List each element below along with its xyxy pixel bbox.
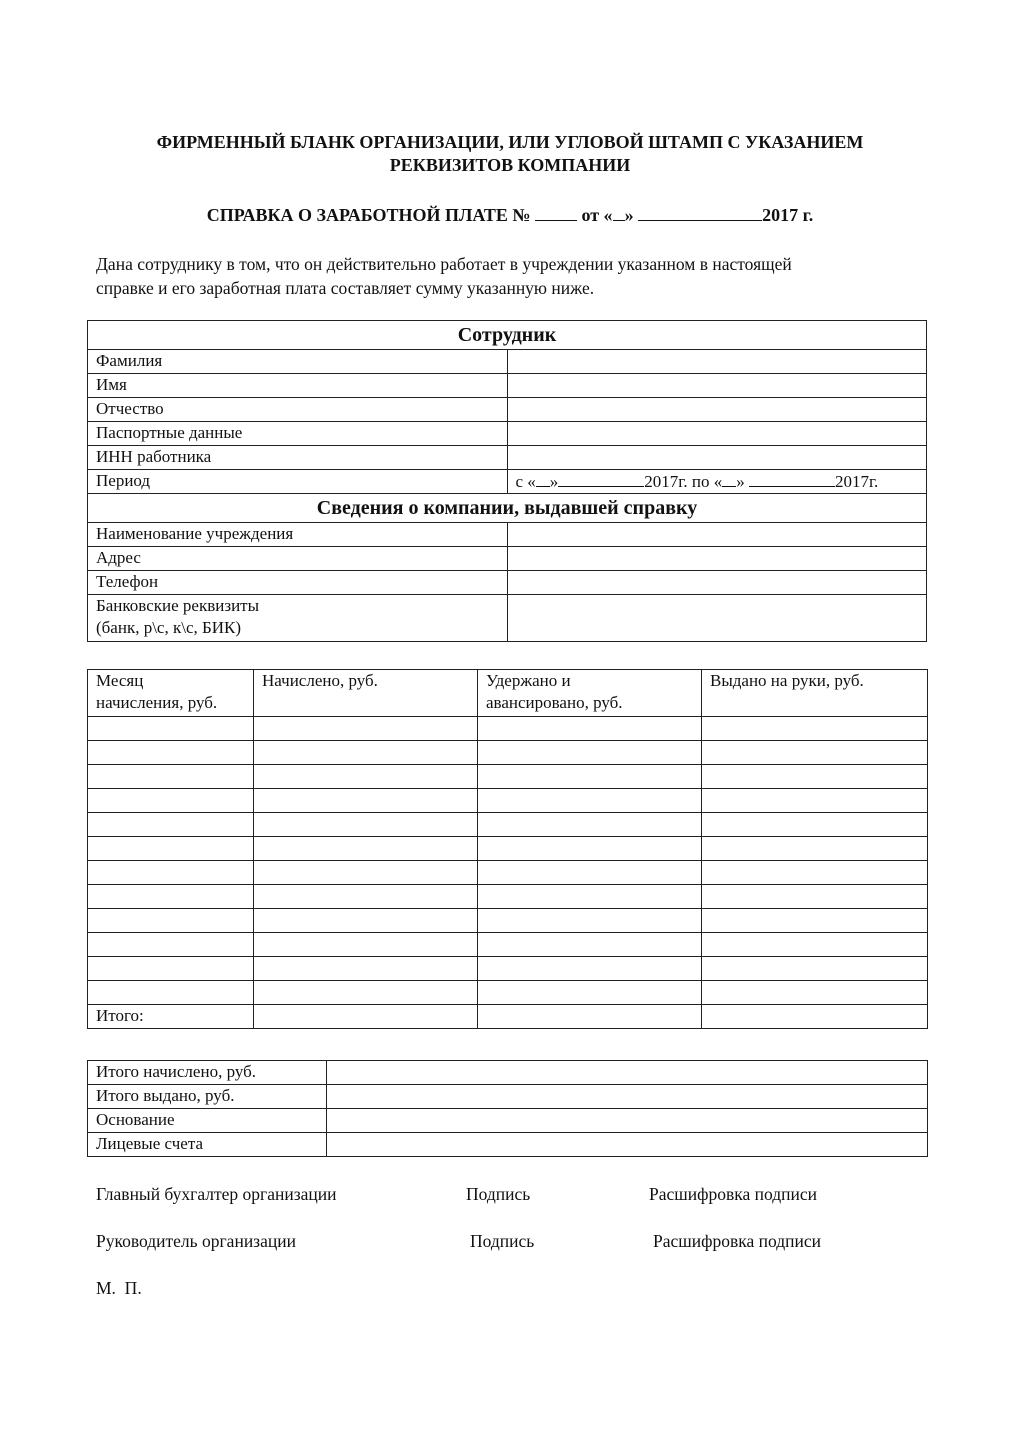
salary-cell-month[interactable] — [88, 981, 254, 1005]
intro-paragraph — [96, 252, 926, 300]
field-value-period — [507, 470, 927, 494]
field-value-patronymic[interactable] — [507, 398, 927, 422]
column-header-month — [88, 670, 254, 717]
salary-cell-paid-out[interactable] — [702, 885, 928, 909]
salary-cell-accrued[interactable] — [254, 957, 478, 981]
table-row — [88, 909, 928, 933]
column-header-month-line-2: начисления, руб. — [96, 693, 218, 712]
intro-line-2: справке и его заработная плата составляет сумму указанную ниже. — [96, 278, 595, 298]
salary-cell-withheld[interactable] — [478, 957, 702, 981]
salary-cell-withheld[interactable] — [478, 717, 702, 741]
period-to-day-field[interactable] — [722, 470, 736, 487]
period-from-prefix: с « — [515, 472, 536, 491]
table-row — [88, 446, 927, 470]
field-label-patronymic: Отчество — [88, 398, 508, 422]
document-title — [90, 204, 930, 226]
salary-cell-paid-out[interactable] — [702, 741, 928, 765]
total-accrued-value[interactable] — [327, 1061, 928, 1085]
field-value-bank-details[interactable] — [507, 595, 927, 642]
table-row — [88, 571, 927, 595]
column-header-accrued-line-1: Начислено, руб. — [262, 671, 378, 690]
salary-total-label: Итого: — [88, 1005, 254, 1029]
title-quote-close: » — [624, 205, 634, 225]
table-row — [88, 957, 928, 981]
column-header-withheld-line-1: Удержано и — [486, 671, 571, 690]
chief-accountant-role: Главный бухгалтер организации — [96, 1184, 337, 1204]
field-label-institution: Наименование учреждения — [88, 523, 508, 547]
table-row — [88, 1061, 928, 1085]
period-to-quote: » — [736, 472, 745, 491]
salary-cell-withheld[interactable] — [478, 909, 702, 933]
table-row — [88, 765, 928, 789]
field-label-name: Имя — [88, 374, 508, 398]
field-label-phone: Телефон — [88, 571, 508, 595]
title-from: от « — [581, 205, 613, 225]
period-to-year: 2017г. — [834, 472, 879, 491]
salary-cell-accrued[interactable] — [254, 861, 478, 885]
employee-section-title: Сотрудник — [88, 321, 927, 350]
table-row — [88, 1133, 928, 1157]
table-row — [88, 861, 928, 885]
period-from-year: 2017г. по « — [644, 472, 723, 491]
salary-cell-paid-out[interactable] — [702, 981, 928, 1005]
bank-details-line-2: (банк, р\с, к\с, БИК) — [96, 618, 242, 637]
salary-cell-month[interactable] — [88, 765, 254, 789]
table-row — [88, 933, 928, 957]
table-row — [88, 741, 928, 765]
salary-cell-withheld[interactable] — [478, 765, 702, 789]
salary-cell-withheld[interactable] — [478, 885, 702, 909]
salary-cell-withheld[interactable] — [478, 789, 702, 813]
chief-accountant-signature-decode[interactable]: Расшифровка подписи — [649, 1184, 817, 1204]
table-row — [88, 523, 927, 547]
column-header-withheld-line-2: авансировано, руб. — [486, 693, 623, 712]
table-row — [88, 789, 928, 813]
salary-cell-month[interactable] — [88, 837, 254, 861]
field-label-bank-details — [88, 595, 508, 642]
field-value-institution[interactable] — [507, 523, 927, 547]
salary-total-accrued[interactable] — [254, 1005, 478, 1029]
column-header-paid-out — [702, 670, 928, 717]
field-label-address: Адрес — [88, 547, 508, 571]
field-value-inn[interactable] — [507, 446, 927, 470]
personal-accounts-label: Лицевые счета — [88, 1133, 327, 1157]
salary-cell-accrued[interactable] — [254, 909, 478, 933]
salary-cell-paid-out[interactable] — [702, 717, 928, 741]
table-row — [88, 717, 928, 741]
salary-cell-month[interactable] — [88, 861, 254, 885]
table-row — [88, 981, 928, 1005]
field-label-passport: Паспортные данные — [88, 422, 508, 446]
title-prefix: СПРАВКА О ЗАРАБОТНОЙ ПЛАТЕ № — [206, 205, 531, 225]
period-to-month-field[interactable] — [749, 470, 835, 487]
salary-cell-accrued[interactable] — [254, 813, 478, 837]
salary-cell-accrued[interactable] — [254, 741, 478, 765]
table-row — [88, 350, 927, 374]
salary-cell-withheld[interactable] — [478, 861, 702, 885]
employee-section-header — [88, 321, 927, 350]
salary-cell-accrued[interactable] — [254, 717, 478, 741]
personal-accounts-value[interactable] — [327, 1133, 928, 1157]
company-section-title: Сведения о компании, выдавшей справку — [88, 494, 927, 523]
salary-cell-month[interactable] — [88, 957, 254, 981]
salary-total-paid-out[interactable] — [702, 1005, 928, 1029]
salary-cell-accrued[interactable] — [254, 885, 478, 909]
table-row — [88, 837, 928, 861]
salary-cell-accrued[interactable] — [254, 933, 478, 957]
bank-details-line-1: Банковские реквизиты — [96, 596, 260, 615]
salary-cell-month[interactable] — [88, 741, 254, 765]
salary-cell-paid-out[interactable] — [702, 933, 928, 957]
column-header-month-line-1: Месяц — [96, 671, 144, 690]
field-label-surname: Фамилия — [88, 350, 508, 374]
letterhead-line-2: РЕКВИЗИТОВ КОМПАНИИ — [389, 155, 631, 175]
director-signature-decode[interactable]: Расшифровка подписи — [653, 1231, 821, 1251]
salary-cell-withheld[interactable] — [478, 933, 702, 957]
intro-line-1: Дана сотруднику в том, что он действительно работает в учреждении указанном в настоящей — [96, 254, 792, 274]
salary-cell-paid-out[interactable] — [702, 765, 928, 789]
salary-cell-accrued[interactable] — [254, 837, 478, 861]
totals-table — [87, 1060, 928, 1157]
salary-cell-withheld[interactable] — [478, 813, 702, 837]
letterhead-placeholder — [90, 131, 930, 177]
field-label-period: Период — [88, 470, 508, 494]
salary-cell-month[interactable] — [88, 885, 254, 909]
certificate-number-field[interactable] — [535, 204, 577, 221]
table-row — [88, 547, 927, 571]
certificate-day-field[interactable] — [613, 204, 625, 221]
salary-cell-accrued[interactable] — [254, 789, 478, 813]
column-header-paid-out-line-1: Выдано на руки, руб. — [710, 671, 864, 690]
title-year: 2017 г. — [762, 205, 814, 225]
column-header-accrued — [254, 670, 478, 717]
period-from-quote: » — [549, 472, 559, 491]
director-role: Руководитель организации — [96, 1231, 296, 1251]
salary-table — [87, 669, 928, 1029]
salary-cell-withheld[interactable] — [478, 741, 702, 765]
salary-cell-paid-out[interactable] — [702, 957, 928, 981]
salary-cell-accrued[interactable] — [254, 981, 478, 1005]
basis-label: Основание — [88, 1109, 327, 1133]
table-row — [88, 813, 928, 837]
chief-accountant-signature[interactable]: Подпись — [466, 1184, 531, 1204]
letterhead-line-1: ФИРМЕННЫЙ БЛАНК ОРГАНИЗАЦИИ, ИЛИ УГЛОВОЙ ШТАМП С УКАЗАНИЕМ — [156, 132, 864, 152]
table-row — [88, 885, 928, 909]
table-row — [88, 422, 927, 446]
field-value-address[interactable] — [507, 547, 927, 571]
table-row — [88, 398, 927, 422]
salary-cell-paid-out[interactable] — [702, 813, 928, 837]
table-row — [88, 1109, 928, 1133]
basis-value[interactable] — [327, 1109, 928, 1133]
field-value-name[interactable] — [507, 374, 927, 398]
certificate-month-field[interactable] — [638, 204, 762, 221]
salary-cell-month[interactable] — [88, 933, 254, 957]
salary-cell-paid-out[interactable] — [702, 789, 928, 813]
field-value-phone[interactable] — [507, 571, 927, 595]
salary-cell-accrued[interactable] — [254, 765, 478, 789]
salary-table-body — [88, 717, 928, 1005]
director-signature[interactable]: Подпись — [470, 1231, 535, 1251]
field-value-surname[interactable] — [507, 350, 927, 374]
field-value-passport[interactable] — [507, 422, 927, 446]
table-row — [88, 374, 927, 398]
salary-cell-month[interactable] — [88, 717, 254, 741]
period-from-day-field[interactable] — [536, 470, 550, 487]
period-from-month-field[interactable] — [558, 470, 644, 487]
salary-cell-paid-out[interactable] — [702, 837, 928, 861]
salary-total-withheld[interactable] — [478, 1005, 702, 1029]
salary-cell-paid-out[interactable] — [702, 909, 928, 933]
salary-cell-paid-out[interactable] — [702, 861, 928, 885]
total-accrued-label: Итого начислено, руб. — [88, 1061, 327, 1085]
field-label-inn: ИНН работника — [88, 446, 508, 470]
salary-cell-withheld[interactable] — [478, 837, 702, 861]
company-section-header — [88, 494, 927, 523]
salary-cell-withheld[interactable] — [478, 981, 702, 1005]
total-paid-value[interactable] — [327, 1085, 928, 1109]
table-row — [88, 1085, 928, 1109]
salary-cell-month[interactable] — [88, 789, 254, 813]
salary-cell-month[interactable] — [88, 813, 254, 837]
salary-cell-month[interactable] — [88, 909, 254, 933]
stamp-place: М. П. — [96, 1278, 142, 1298]
table-row — [88, 595, 927, 642]
salary-table-header — [88, 670, 928, 717]
column-header-withheld — [478, 670, 702, 717]
employee-company-table — [87, 320, 927, 642]
table-row — [88, 470, 927, 494]
total-paid-label: Итого выдано, руб. — [88, 1085, 327, 1109]
salary-total-row — [88, 1005, 928, 1029]
